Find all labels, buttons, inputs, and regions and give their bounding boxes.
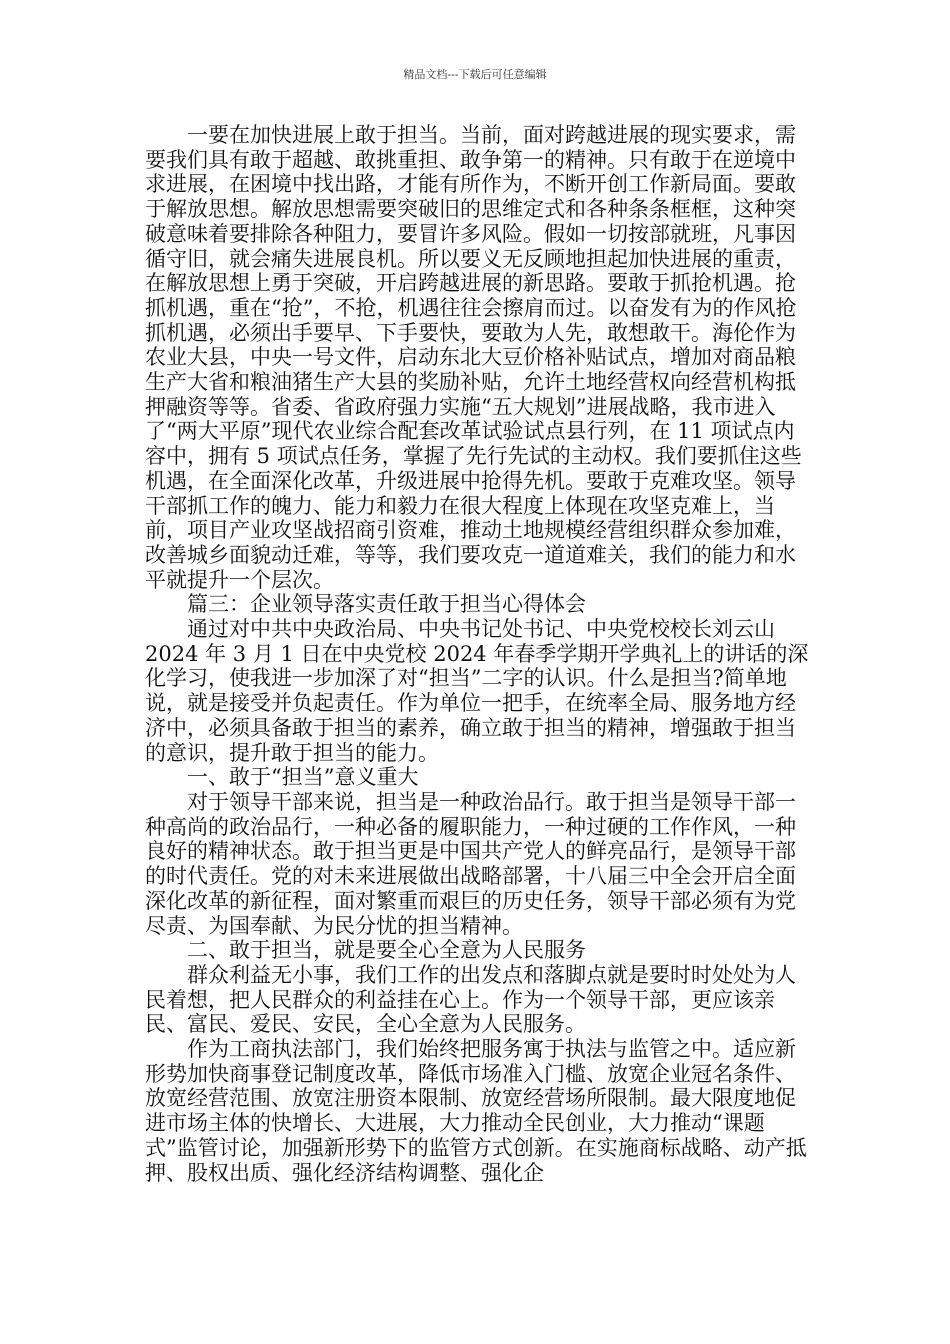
- paragraph-political-quality: 对于领导干部来说，担当是一种政治品行。敢于担当是领导干部一种高尚的政治品行，一种必备的履职能力，一种过硬的工作作风，一种良好的精神状态。敢于担当更是中国共产党人的鲜亮品行，是领导干部的时代责任。党的对未来进展做出战略部署，十八届三中全会开启全面深化改革的新征程，面对繁重而艰巨的历史任务，领导干部必须有为党尽责、为国奉献、为民分忧的担当精神。: [145, 789, 796, 938]
- heading-two-serve-people: 二、敢于担当，就是要全心全意为人民服务: [187, 938, 586, 963]
- paragraph-intro-study: 通过对中共中央政治局、中央书记处书记、中央党校校长刘云山 2024 年 3 月 1 日在中央党校 2024 年春季学期开学典礼上的讲话的深化学习，使我进一步加深了对“担当”二字的认识。什么是担当?简单地说，就是接受并负起责任。作为单位一把手，在统率全局、服务地方经济中，必须具备敢于担当的素养，确立敢于担当的精神，增强敢于担当的意识，提升敢于担当的能力。: [145, 617, 809, 765]
- paragraph-industry-commerce: 作为工商执法部门，我们始终把服务寓于执法与监管之中。适应新形势加快商事登记制度改革，降低市场准入门槛、放宽企业冠名条件、放宽经营范围、放宽注册资本限制、放宽经营场所限制。最大限度地促进市场主体的快增长、大进展，大力推动全民创业，大力推动“课题式”监管讨论，加强新形势下的监管方式创新。在实施商标战略、动产抵押、股权出质、强化经济结构调整、强化企: [145, 1037, 807, 1185]
- section-title-part-three: 篇三：企业领导落实责任敢于担当心得体会: [187, 592, 586, 617]
- paragraph-advance-responsibility: 一要在加快进展上敢于担当。当前，面对跨越进展的现实要求，需要我们具有敢于超越、敢挑重担、敢争第一的精神。只有敢于在逆境中求进展，在困境中找出路，才能有所作为，不断开创工作新局面。要敢于解放思想。解放思想需要突破旧的思维定式和各种条条框框，这种突破意味着要排除各种阻力，要冒许多风险。假如一切按部就班，凡事因循守旧，就会痛失进展良机。所以要义无反顾地担起加快进展的重责，在解放思想上勇于突破，开启跨越进展的新思路。要敢于抓抢机遇。抢抓机遇，重在“抢”，不抢，机遇往往会擦肩而过。以奋发有为的作风抢抓机遇，必须出手要早、下手要快，要敢为人先，敢想敢干。海伦作为农业大县，中央一号文件，启动东北大豆价格补贴试点，增加对商品粮生产大省和粮油猪生产大县的奖励补贴，允许土地经营权向经营机构抵押融资等等。省委、省政府强力实施“五大规划”进展战略，我市进入了“两大平原”现代农业综合配套改革试验试点县行列，在 11 项试点内容中，拥有 5 项试点任务，掌握了先行先试的主动权。我们要抓住这些机遇，在全面深化改革，升级进展中抢得先机。要敢于克难攻坚。领导干部抓工作的魄力、能力和毅力在很大程度上体现在攻坚克难上，当前，项目产业攻坚战招商引资难，推动土地规模经营组织群众参加难，改善城乡面貌动迁难，等等，我们要攻克一道道难关，我们的能力和水平就提升一个层次。: [145, 123, 802, 592]
- page-header: 精品文档---下载后可任意编辑: [403, 68, 547, 81]
- document-body: [145, 123, 809, 1185]
- heading-one-significance: 一、敢于“担当”意义重大: [187, 765, 419, 790]
- paragraph-people-interest: 群众利益无小事，我们工作的出发点和落脚点就是要时时处处为人民着想，把人民群众的利益挂在心上。作为一个领导干部，更应该亲民、富民、爱民、安民，全心全意为人民服务。: [145, 962, 796, 1037]
